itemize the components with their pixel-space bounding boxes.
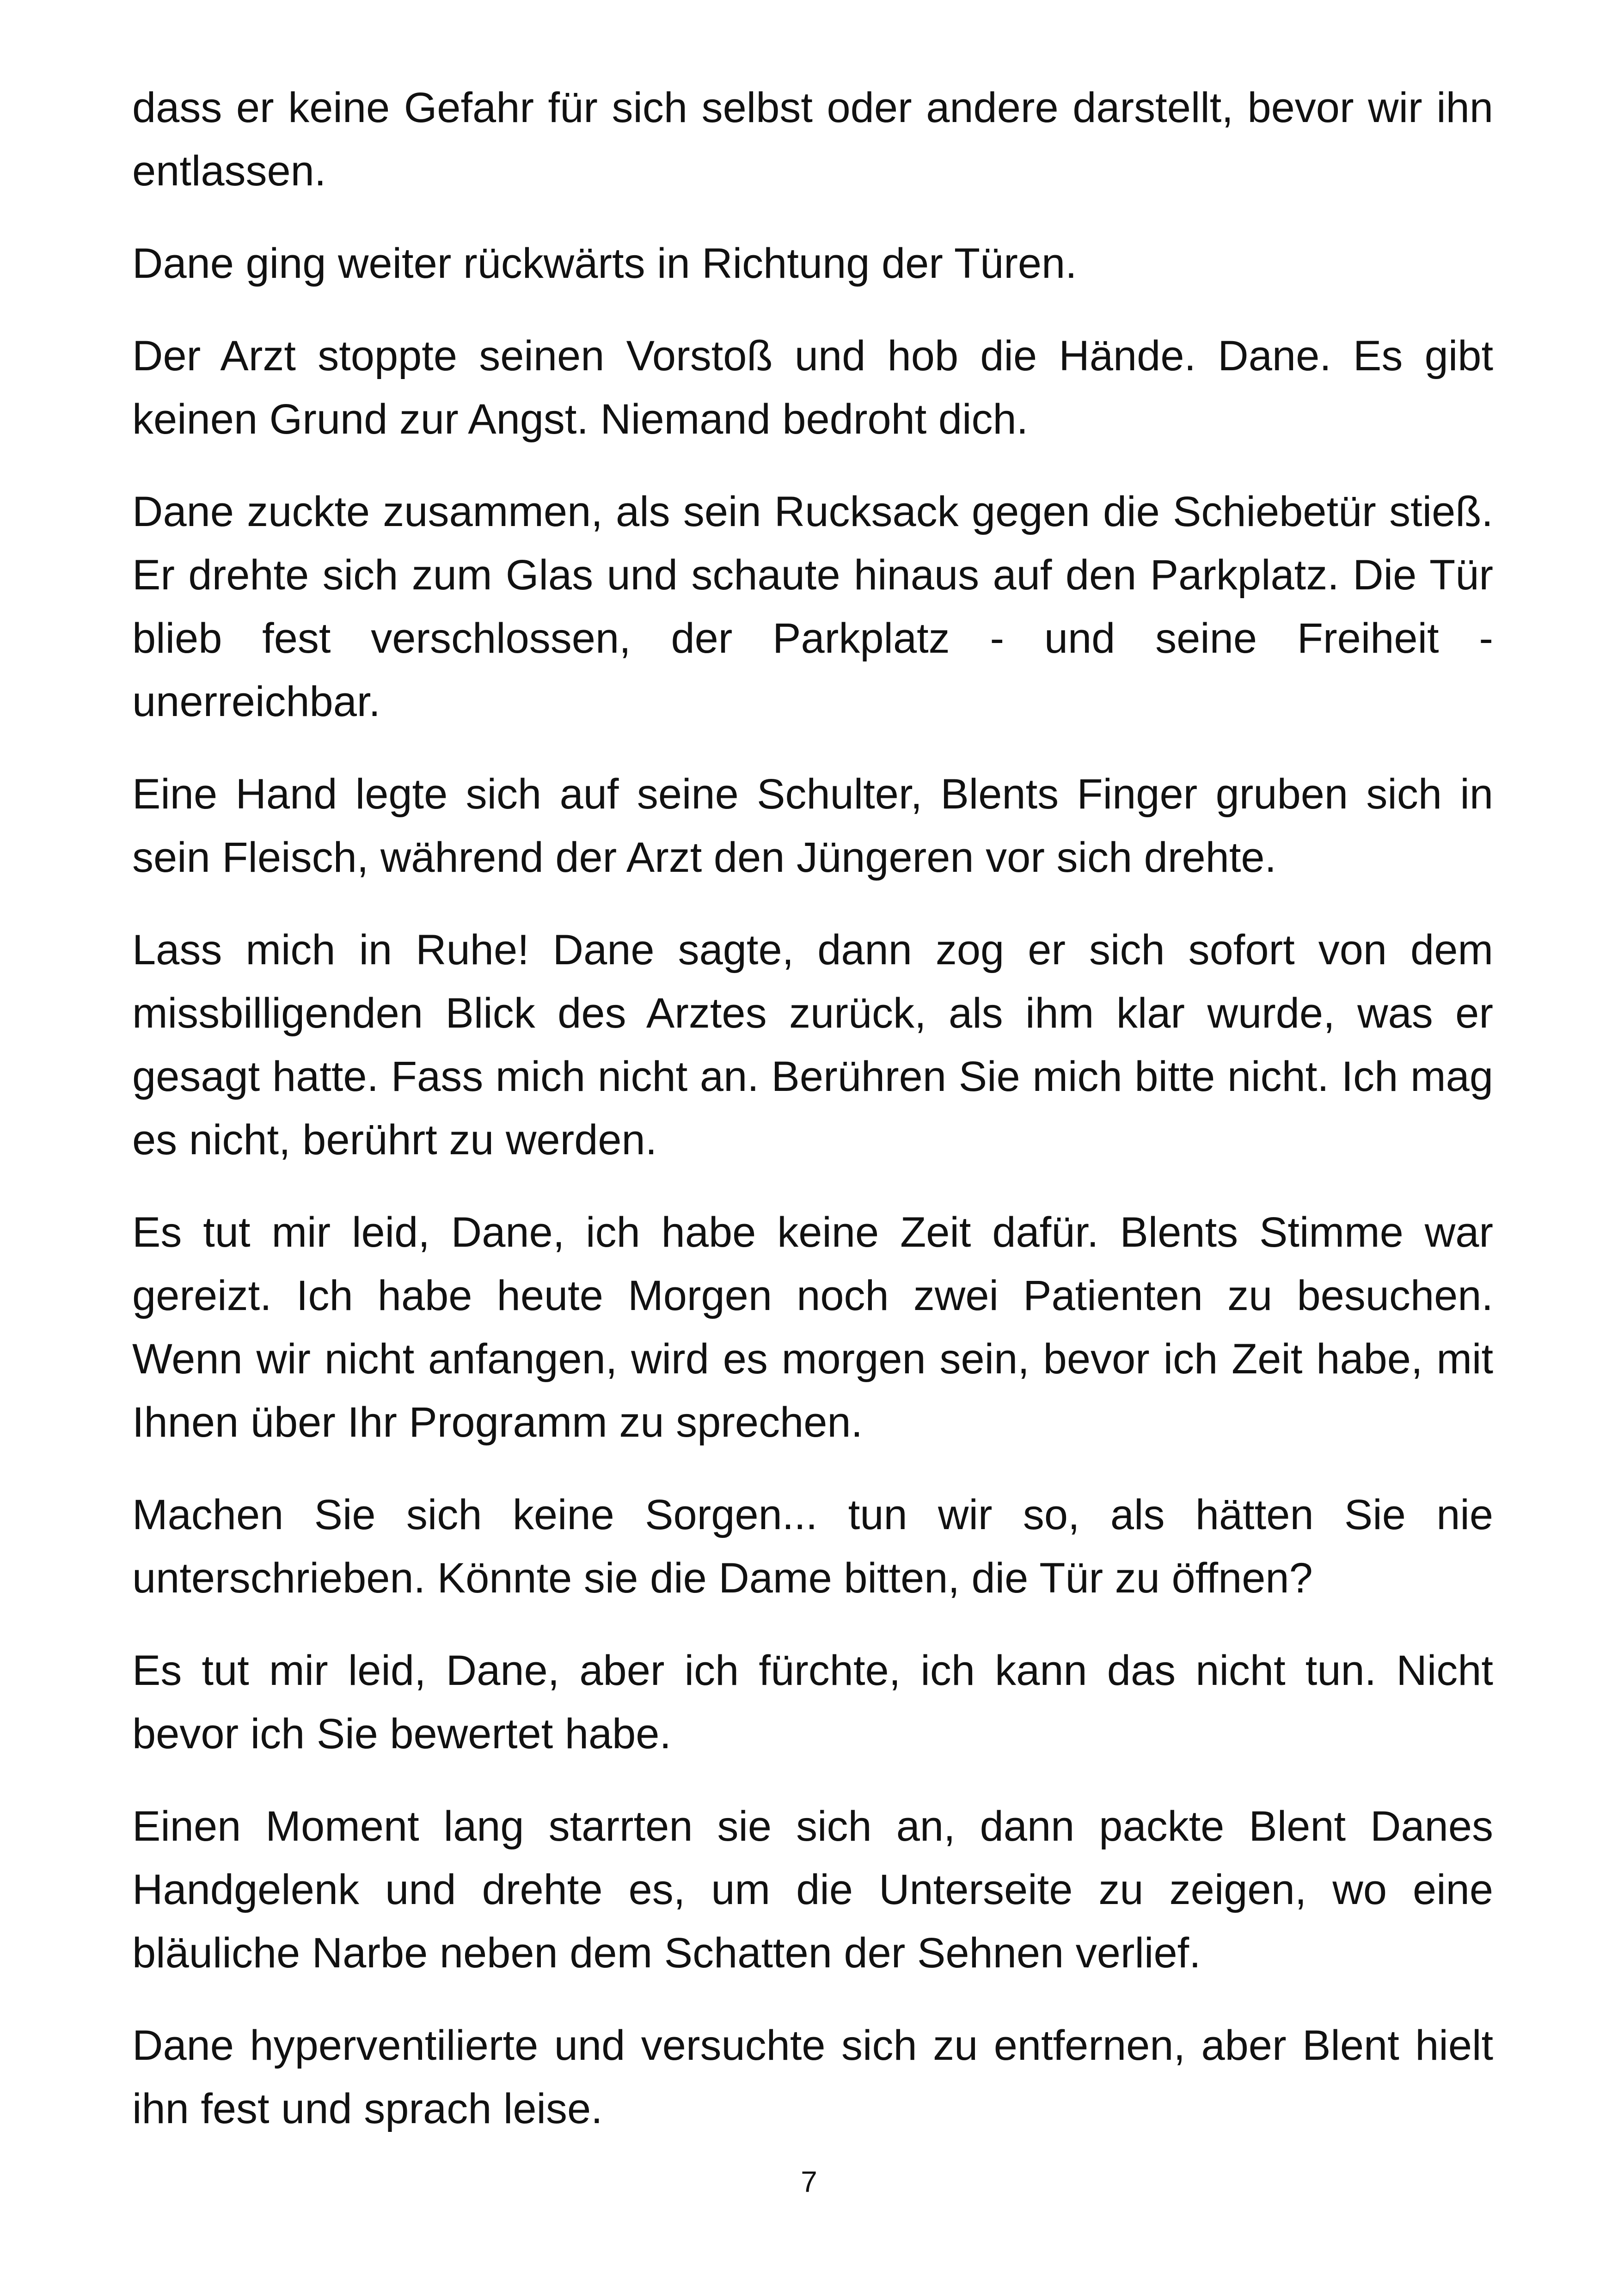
body-text — [132, 76, 1493, 2141]
paragraph: Lass mich in Ruhe! Dane sagte, dann zog er sich sofort von dem missbilligenden Blick des Arztes zurück, als ihm klar wurde, was er gesagt hatte. Fass mich nicht an. Berühren Sie mich bitte nicht. Ich mag es nicht, berührt zu werden. — [132, 926, 1493, 1163]
paragraph: Der Arzt stoppte seinen Vorstoß und hob die Hände. Dane. Es gibt keinen Grund zur Angst. Niemand bedroht dich. — [132, 332, 1493, 443]
paragraph: Machen Sie sich keine Sorgen... tun wir so, als hätten Sie nie unterschrieben. Könnte sie die Dame bitten, die Tür zu öffnen? — [132, 1491, 1493, 1602]
paragraph: Dane zuckte zusammen, als sein Rucksack gegen die Schiebetür stieß. Er drehte sich zum Glas und schaute hinaus auf den Parkplatz. Die Tür blieb fest verschlossen, der Parkplatz - und seine Freiheit - unerreichbar. — [132, 488, 1493, 725]
paragraph: dass er keine Gefahr für sich selbst oder andere darstellt, bevor wir ihn entlassen. — [132, 84, 1493, 195]
page-number: 7 — [801, 2165, 817, 2198]
paragraph: Es tut mir leid, Dane, aber ich fürchte, ich kann das nicht tun. Nicht bevor ich Sie bewertet habe. — [132, 1647, 1493, 1757]
paragraph: Dane ging weiter rückwärts in Richtung der Türen. — [132, 240, 1077, 287]
paragraph: Eine Hand legte sich auf seine Schulter, Blents Finger gruben sich in sein Fleisch, während der Arzt den Jüngeren vor sich drehte. — [132, 771, 1493, 881]
paragraph: Es tut mir leid, Dane, ich habe keine Zeit dafür. Blents Stimme war gereizt. Ich habe heute Morgen noch zwei Patienten zu besuchen. Wenn wir nicht anfangen, wird es morgen sein, bevor ich Zeit habe, mit Ihnen über Ihr Programm zu sprechen. — [132, 1209, 1493, 1446]
paragraph: Einen Moment lang starrten sie sich an, dann packte Blent Danes Handgelenk und drehte es, um die Unterseite zu zeigen, wo eine bläuliche Narbe neben dem Schatten der Sehnen verlief. — [132, 1803, 1493, 1977]
paragraph: Dane hyperventilierte und versuchte sich zu entfernen, aber Blent hielt ihn fest und sprach leise. — [132, 2022, 1493, 2132]
